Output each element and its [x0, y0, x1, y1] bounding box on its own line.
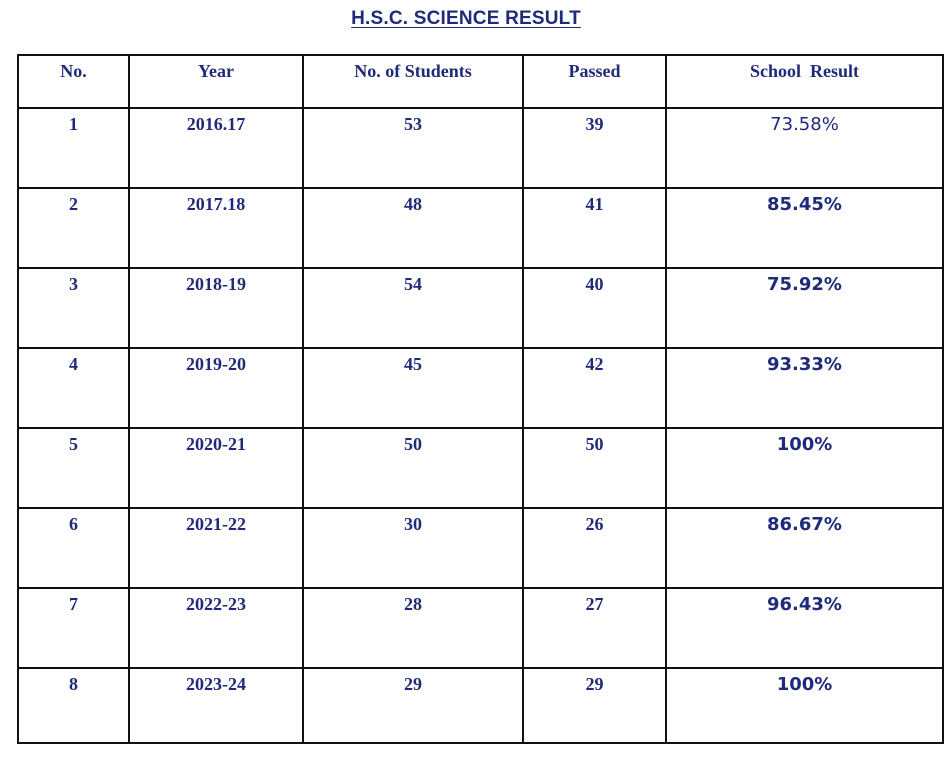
cell-students: 28 [303, 588, 523, 668]
header-passed: Passed [523, 55, 666, 108]
cell-year: 2016.17 [129, 108, 303, 188]
cell-students: 54 [303, 268, 523, 348]
cell-no: 5 [18, 428, 129, 508]
cell-year: 2019-20 [129, 348, 303, 428]
cell-passed: 40 [523, 268, 666, 348]
cell-passed: 42 [523, 348, 666, 428]
table-row [18, 348, 943, 428]
cell-passed: 26 [523, 508, 666, 588]
cell-passed: 50 [523, 428, 666, 508]
cell-passed: 39 [523, 108, 666, 188]
header-no: No. [18, 55, 129, 108]
cell-no: 3 [18, 268, 129, 348]
cell-result: 86.67% [666, 508, 943, 588]
cell-no: 2 [18, 188, 129, 268]
cell-year: 2022-23 [129, 588, 303, 668]
cell-no: 4 [18, 348, 129, 428]
cell-result: 73.58% [666, 108, 943, 188]
header-year: Year [129, 55, 303, 108]
cell-students: 45 [303, 348, 523, 428]
table-row [18, 428, 943, 508]
cell-no: 6 [18, 508, 129, 588]
cell-result: 100% [666, 668, 943, 743]
cell-result: 93.33% [666, 348, 943, 428]
cell-year: 2023-24 [129, 668, 303, 743]
table-header-row [18, 55, 943, 108]
table-row [18, 188, 943, 268]
cell-passed: 41 [523, 188, 666, 268]
cell-students: 29 [303, 668, 523, 743]
table-row [18, 268, 943, 348]
cell-students: 50 [303, 428, 523, 508]
header-students: No. of Students [303, 55, 523, 108]
cell-students: 48 [303, 188, 523, 268]
cell-passed: 27 [523, 588, 666, 668]
cell-passed: 29 [523, 668, 666, 743]
cell-students: 53 [303, 108, 523, 188]
table-row [18, 588, 943, 668]
cell-result: 96.43% [666, 588, 943, 668]
cell-no: 8 [18, 668, 129, 743]
page-title: H.S.C. SCIENCE RESULT [351, 8, 581, 29]
result-table [17, 54, 944, 744]
table-row [18, 508, 943, 588]
cell-no: 7 [18, 588, 129, 668]
cell-students: 30 [303, 508, 523, 588]
cell-result: 100% [666, 428, 943, 508]
cell-no: 1 [18, 108, 129, 188]
cell-result: 85.45% [666, 188, 943, 268]
cell-year: 2020-21 [129, 428, 303, 508]
table-row [18, 108, 943, 188]
cell-result: 75.92% [666, 268, 943, 348]
cell-year: 2021-22 [129, 508, 303, 588]
cell-year: 2018-19 [129, 268, 303, 348]
table-row [18, 668, 943, 743]
header-school-result: School Result [666, 55, 943, 108]
cell-year: 2017.18 [129, 188, 303, 268]
